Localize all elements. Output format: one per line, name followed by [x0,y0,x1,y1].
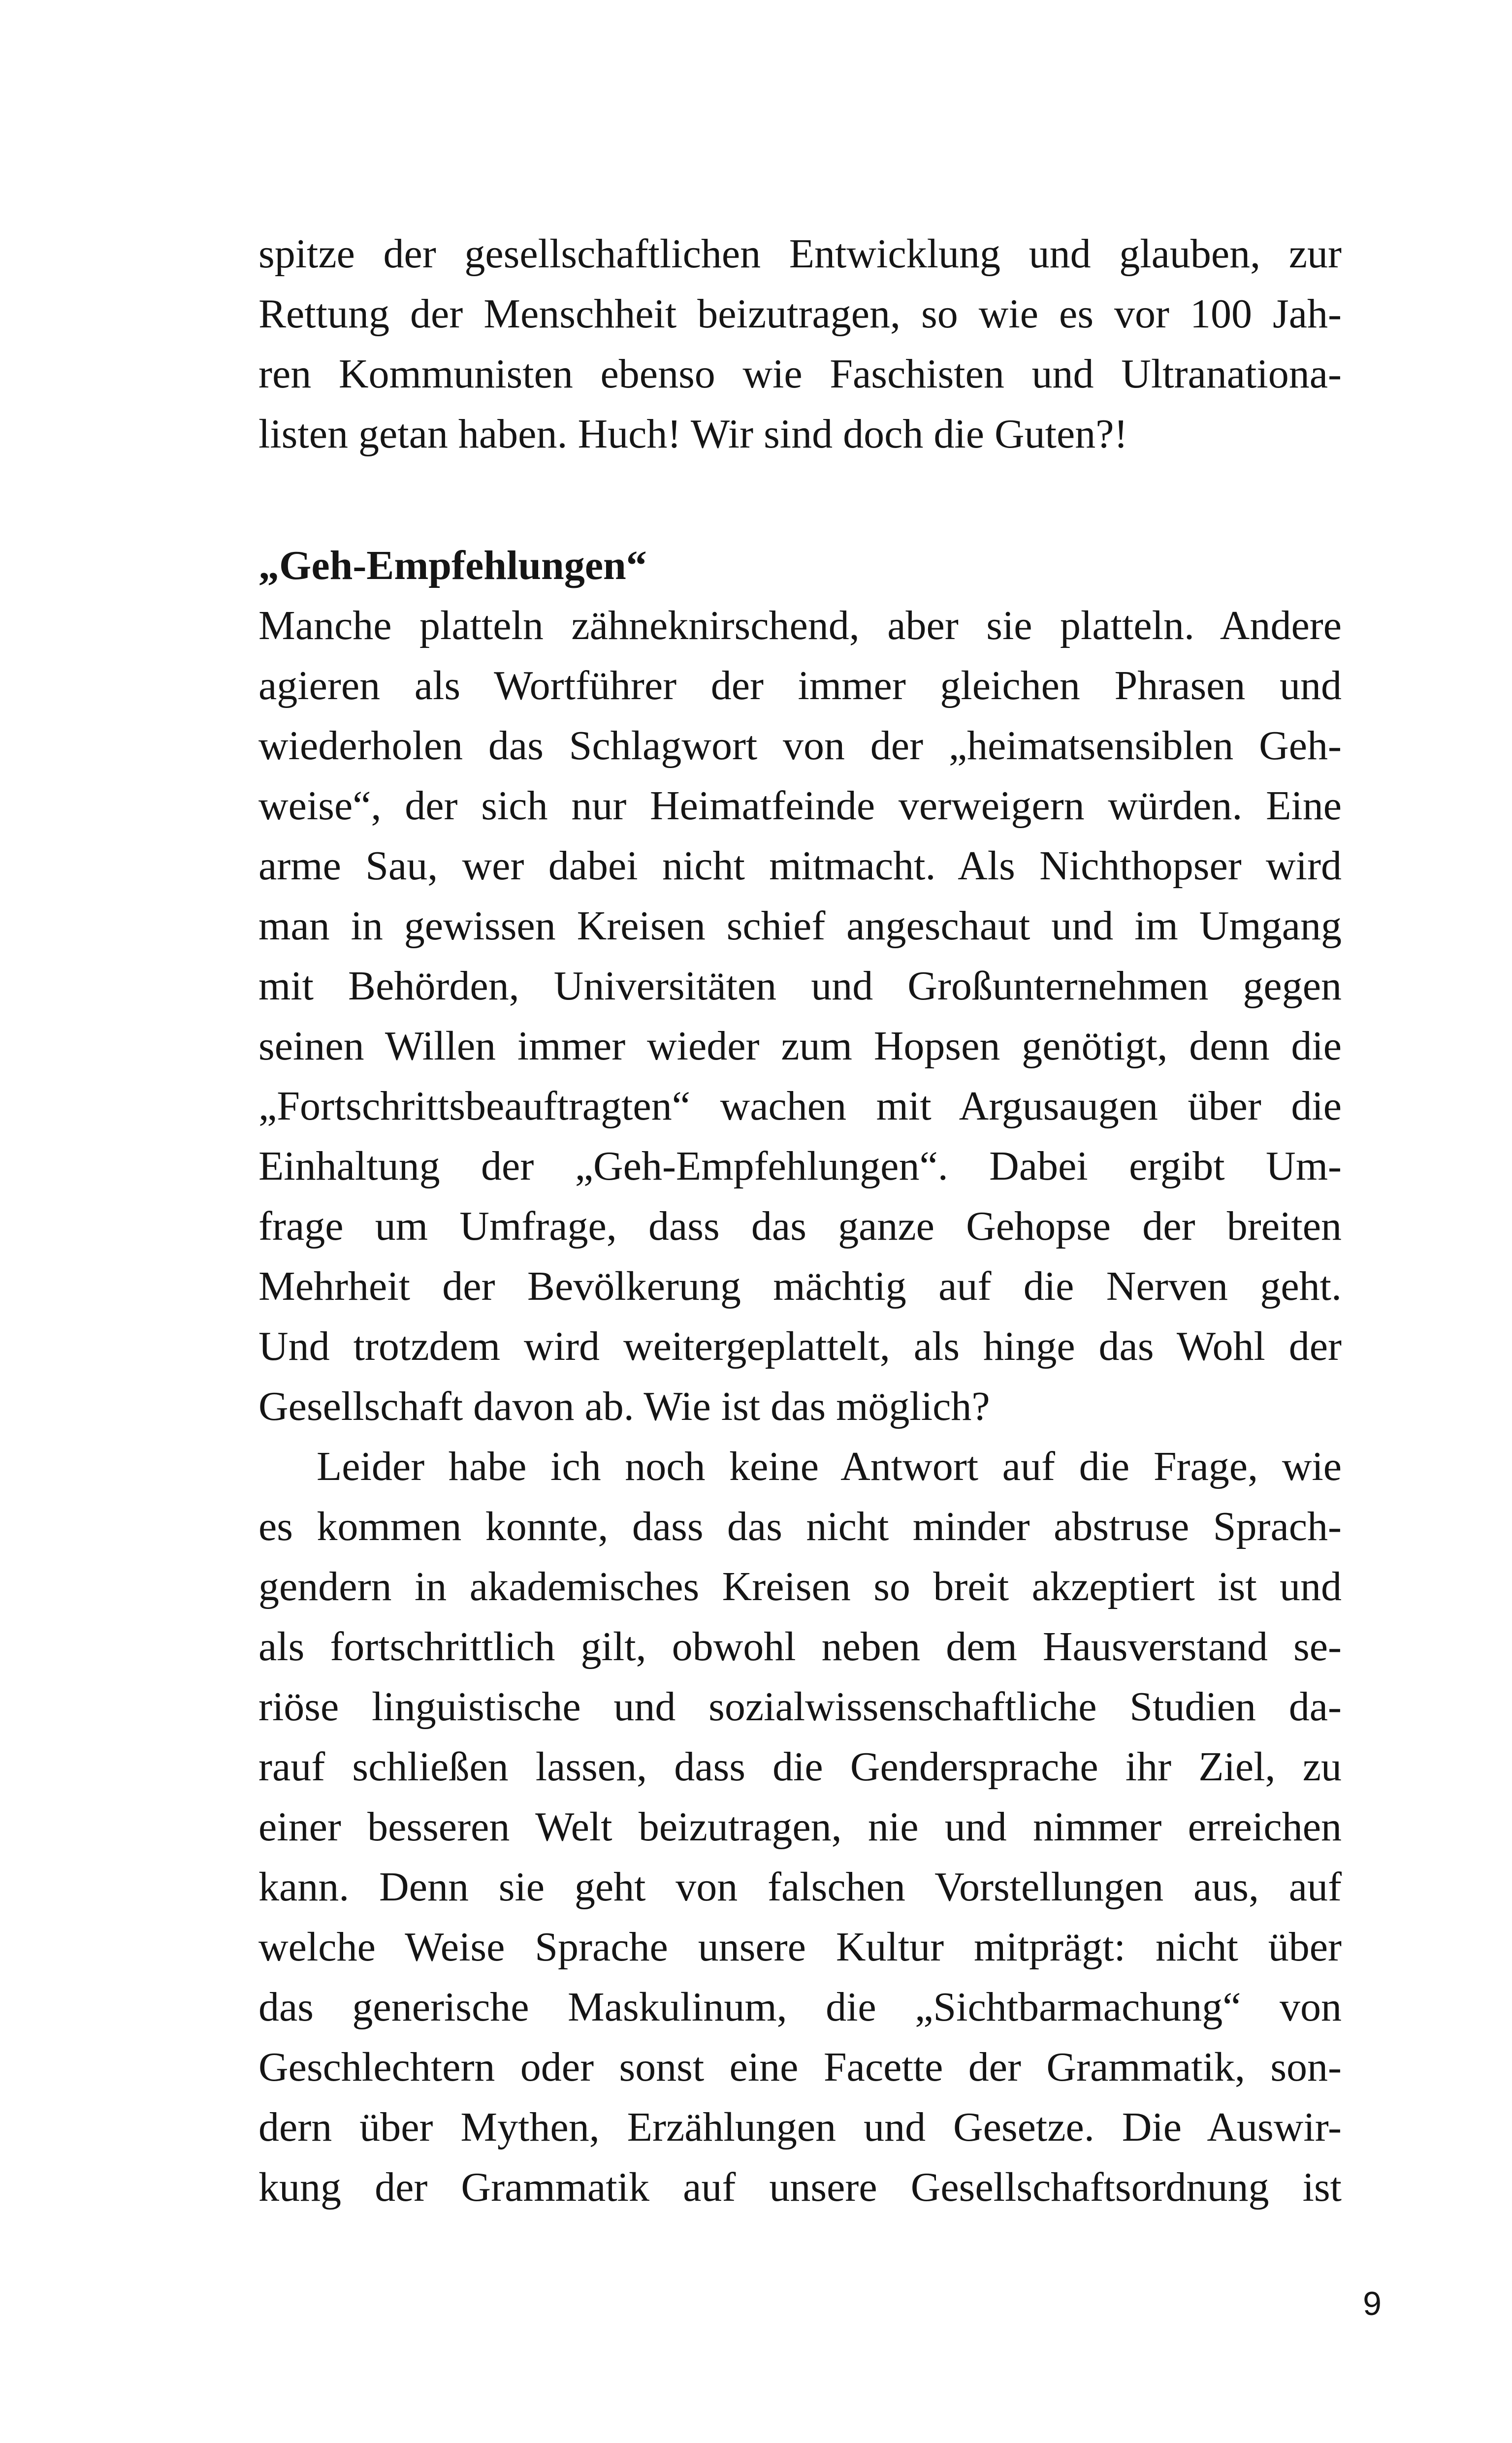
text-line: das generische Maskulinum, die „Sichtbarmachung“ von [258,1984,1342,2030]
text-line: Rettung der Menschheit beizutragen, so wie es vor 100 Jah- [258,291,1342,337]
text-line: kung der Grammatik auf unsere Gesellschaftsordnung ist [258,2164,1342,2210]
text-line: wiederholen das Schlagwort von der „heimatsensiblen Geh- [258,723,1342,769]
text-line: einer besseren Welt beizutragen, nie und nimmer erreichen [258,1804,1342,1850]
text-line: frage um Umfrage, dass das ganze Gehopse der breiten [258,1203,1342,1249]
text-line: spitze der gesellschaftlichen Entwicklung und glauben, zur [258,231,1342,277]
text-line: Leider habe ich noch keine Antwort auf die Frage, wie [317,1444,1342,1489]
text-line: mit Behörden, Universitäten und Großunternehmen gegen [258,963,1342,1009]
text-line: als fortschrittlich gilt, obwohl neben dem Hausverstand se- [258,1624,1342,1670]
text-line: Gesellschaft davon ab. Wie ist das möglich? [258,1383,990,1429]
text-line: man in gewissen Kreisen schief angeschaut und im Umgang [258,903,1342,949]
text-line: kann. Denn sie geht von falschen Vorstellungen aus, auf [258,1864,1342,1910]
paragraph-top [258,224,1342,464]
page-number: 9 [1363,2285,1382,2322]
text-line: gendern in akademisches Kreisen so breit akzeptiert ist und [258,1564,1342,1609]
text-line: Einhaltung der „Geh-Empfehlungen“. Dabei ergibt Um- [258,1143,1342,1189]
text-line: Mehrheit der Bevölkerung mächtig auf die Nerven geht. [258,1263,1342,1309]
text-line: Und trotzdem wird weitergeplattelt, als hinge das Wohl der [258,1323,1342,1369]
text-line: arme Sau, wer dabei nicht mitmacht. Als Nichthopser wird [258,843,1342,889]
text-line: riöse linguistische und sozialwissenschaftliche Studien da- [258,1684,1342,1730]
text-line: Manche platteln zähneknirschend, aber sie platteln. Andere [258,603,1342,648]
text-line: agieren als Wortführer der immer gleichen Phrasen und [258,663,1342,708]
text-line: es kommen konnte, dass das nicht minder abstruse Sprach- [258,1504,1342,1549]
text-line: Geschlechtern oder sonst eine Facette der Grammatik, son- [258,2044,1342,2090]
text-line: seinen Willen immer wieder zum Hopsen genötigt, denn die [258,1023,1342,1069]
text-line: weise“, der sich nur Heimatfeinde verweigern würden. Eine [258,783,1342,829]
text-line: listen getan haben. Huch! Wir sind doch die Guten?! [258,411,1128,457]
paragraph-bottom [258,1437,1342,2218]
text-line: rauf schließen lassen, dass die Gendersprache ihr Ziel, zu [258,1744,1342,1790]
text-line: ren Kommunisten ebenso wie Faschisten und Ultranationa- [258,351,1342,397]
section-heading: „Geh-Empfehlungen“ [258,543,647,588]
paragraph-middle [258,596,1342,1437]
text-line: welche Weise Sprache unsere Kultur mitprägt: nicht über [258,1924,1342,1970]
text-line: „Fortschrittsbeauftragten“ wachen mit Argusaugen über die [258,1083,1342,1129]
text-line: dern über Mythen, Erzählungen und Gesetze. Die Auswir- [258,2104,1342,2150]
